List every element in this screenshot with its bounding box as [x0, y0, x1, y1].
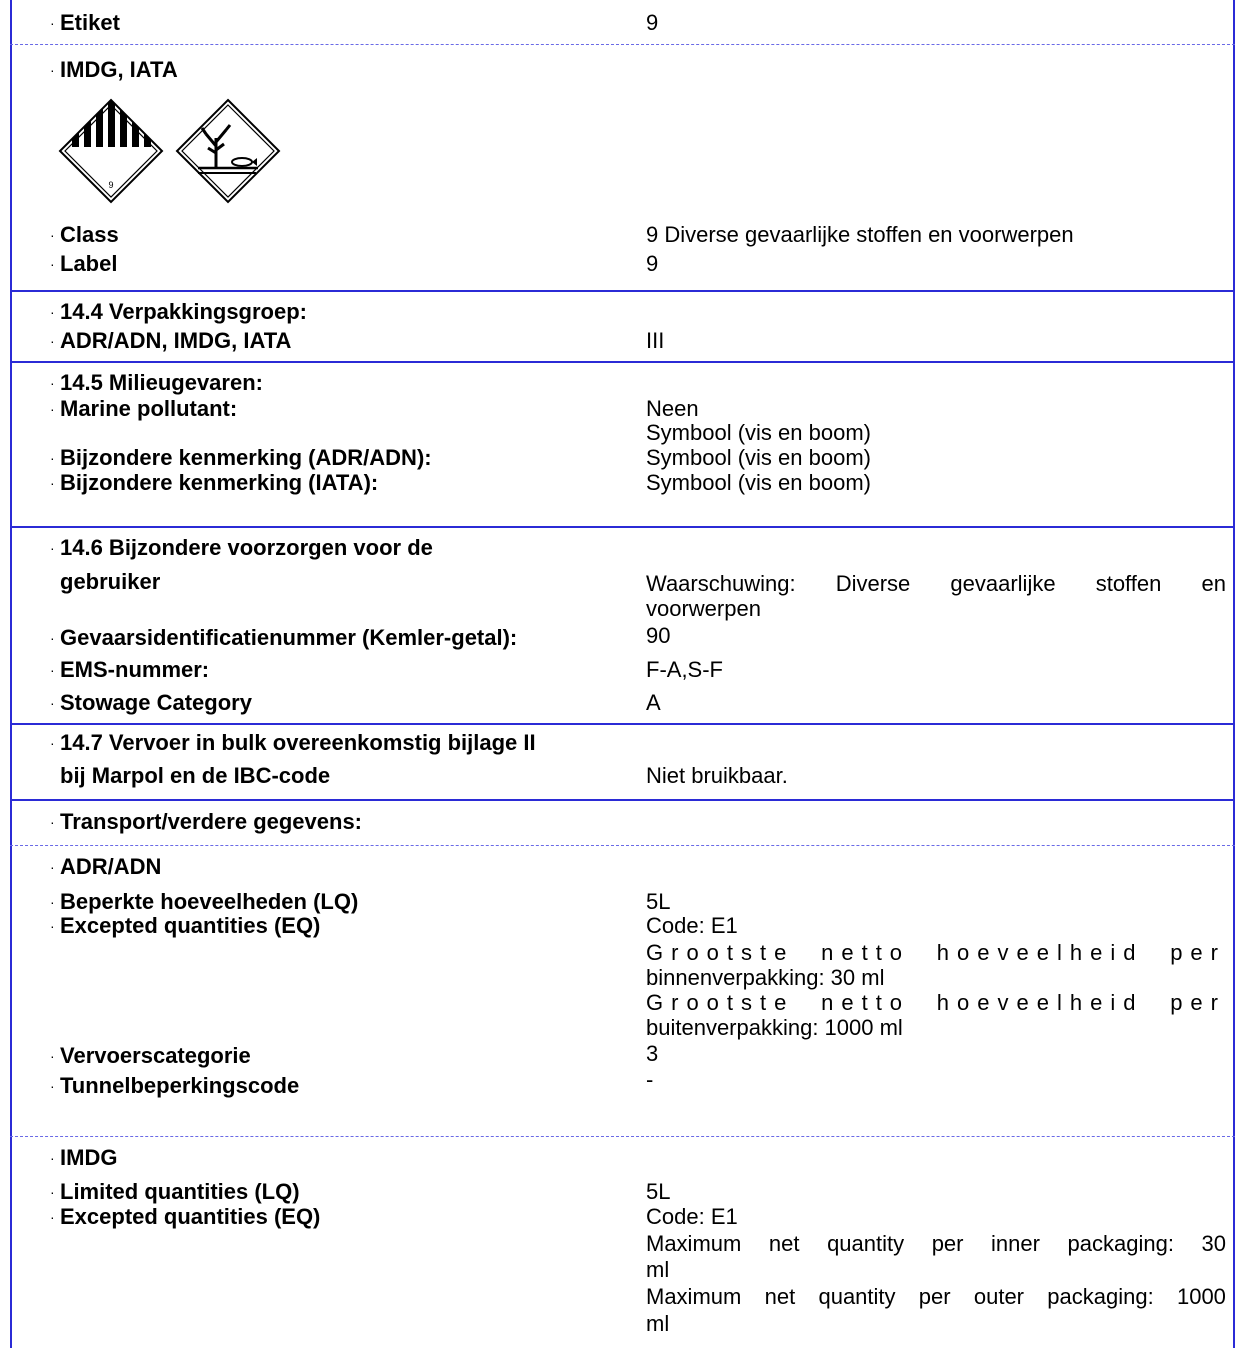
label-etiket: · Etiket — [50, 10, 120, 35]
label-transport-info: · Transport/verdere gegevens: — [50, 809, 363, 834]
label-imdg-lq: · Limited quantities (LQ) — [50, 1179, 300, 1204]
row-separator — [10, 723, 1235, 725]
label-label: · Label — [50, 251, 118, 276]
label-packing-group: · ADR/ADN, IMDG, IATA — [50, 328, 292, 353]
value-imdg-eq-outer: Maximum net quantity per outer packaging: 1000 — [646, 1284, 1226, 1309]
value-packing-group: III — [646, 328, 665, 353]
row-separator — [10, 361, 1235, 363]
value-tunnel-code: - — [646, 1067, 654, 1092]
value-adr-eq-outer: Grootste netto hoeveelheid per — [646, 990, 1226, 1015]
value-adr-lq: 5L — [646, 889, 671, 914]
label-iata-marking: · Bijzondere kenmerking (IATA): — [50, 470, 379, 495]
value-iata-marking: Symbool (vis en boom) — [646, 470, 871, 495]
label-bulk-transport: · 14.7 Vervoer in bulk overeenkomstig bijlage II — [50, 730, 536, 755]
dashed-separator — [10, 44, 1235, 45]
value-special-precautions-cont: voorwerpen — [646, 596, 761, 621]
value-marine-pollutant: Neen — [646, 396, 699, 421]
label-tunnel-code: · Tunnelbeperkingscode — [50, 1073, 300, 1098]
dashed-separator — [10, 845, 1235, 846]
label-packing-group-heading: · 14.4 Verpakkingsgroep: — [50, 299, 307, 324]
label-adr-marking: · Bijzondere kenmerking (ADR/ADN): — [50, 445, 432, 470]
label-class: · Class — [50, 222, 119, 247]
value-marine-symbol: Symbool (vis en boom) — [646, 420, 871, 445]
label-imdg: · IMDG — [50, 1145, 118, 1170]
dashed-separator — [10, 1136, 1235, 1137]
label-marine-pollutant: · Marine pollutant: — [50, 396, 238, 421]
value-imdg-eq-outer-cont: ml — [646, 1311, 670, 1336]
value-imdg-lq: 5L — [646, 1179, 671, 1204]
row-separator — [10, 290, 1235, 292]
value-special-precautions: Waarschuwing: Diverse gevaarlijke stoffen en — [646, 571, 1226, 596]
label-special-precautions-cont: gebruiker — [60, 569, 161, 594]
label-imdg-eq: · Excepted quantities (EQ) — [50, 1204, 321, 1229]
value-transport-category: 3 — [646, 1041, 659, 1066]
label-bulk-transport-cont: bij Marpol en de IBC-code — [60, 763, 331, 788]
value-adr-eq-inner: Grootste netto hoeveelheid per — [646, 940, 1226, 965]
value-label: 9 — [646, 251, 659, 276]
row-separator — [10, 799, 1235, 801]
value-adr-eq-outer-cont: buitenverpakking: 1000 ml — [646, 1015, 903, 1040]
value-stowage: A — [646, 690, 661, 715]
value-imdg-eq-inner-cont: ml — [646, 1257, 670, 1282]
value-imdg-eq-inner: Maximum net quantity per inner packaging: 30 — [646, 1231, 1226, 1256]
value-adr-marking: Symbool (vis en boom) — [646, 445, 871, 470]
value-adr-eq-code: Code: E1 — [646, 913, 738, 938]
value-etiket: 9 — [646, 10, 659, 35]
value-kemler: 90 — [646, 623, 671, 648]
value-ems: F-A,S-F — [646, 657, 723, 682]
hazard-pictograms — [58, 98, 284, 204]
row-separator — [10, 526, 1235, 528]
label-adr-eq: · Excepted quantities (EQ) — [50, 913, 321, 938]
label-kemler: · Gevaarsidentificatienummer (Kemler-getal): — [50, 625, 518, 650]
value-bulk-transport: Niet bruikbaar. — [646, 763, 788, 788]
value-imdg-eq-code: Code: E1 — [646, 1204, 738, 1229]
label-adr-lq: · Beperkte hoeveelheden (LQ) — [50, 889, 359, 914]
class-9-number: 9 — [108, 180, 114, 190]
value-adr-eq-inner-cont: binnenverpakking: 30 ml — [646, 965, 885, 990]
label-ems: · EMS-nummer: — [50, 657, 210, 682]
class-9-hazard-icon — [60, 98, 162, 202]
label-transport-category: · Vervoerscategorie — [50, 1043, 251, 1068]
label-special-precautions: · 14.6 Bijzondere voorzorgen voor de — [50, 535, 433, 560]
label-adr: · ADR/ADN — [50, 854, 162, 879]
label-stowage: · Stowage Category — [50, 690, 252, 715]
environment-hazard-icon — [177, 100, 279, 202]
value-class: 9 Diverse gevaarlijke stoffen en voorwerpen — [646, 222, 1074, 247]
label-environment-heading: · 14.5 Milieugevaren: — [50, 370, 263, 395]
label-imdg-iata: · IMDG, IATA — [50, 57, 178, 82]
